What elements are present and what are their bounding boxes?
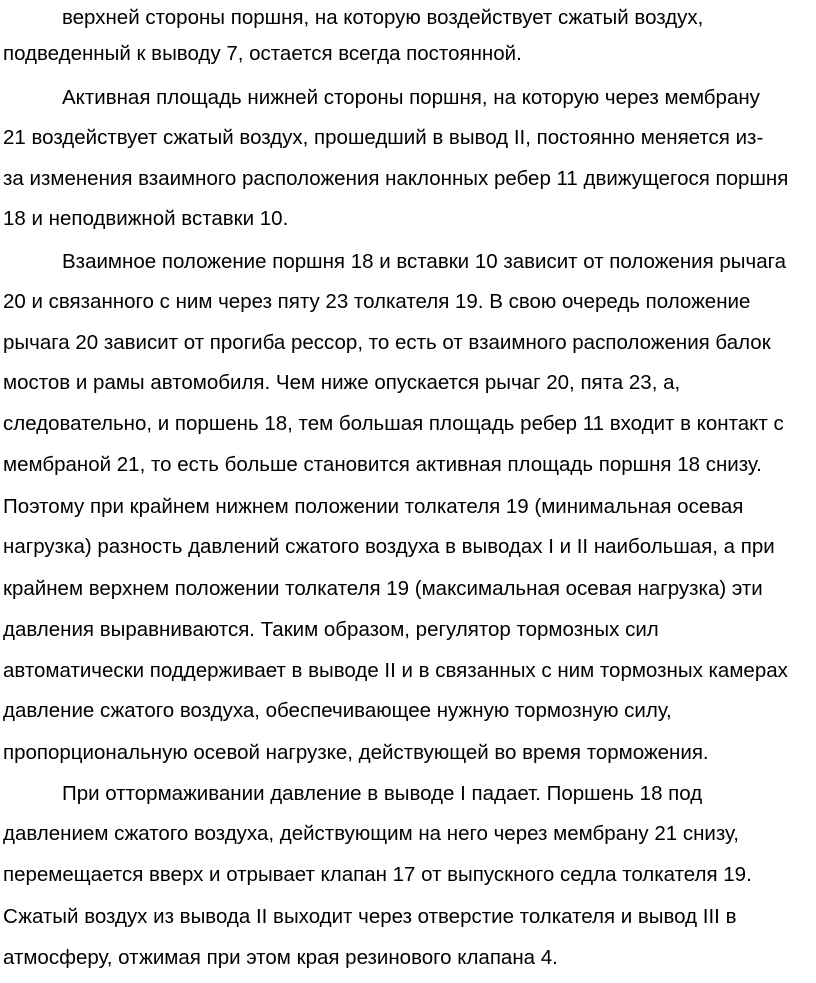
text-line: перемещается вверх и отрывает клапан 17 от выпускного седла толкателя 19. [3,863,752,886]
text-line: подведенный к выводу 7, остается всегда постоянной. [3,42,522,65]
text-line: за изменения взаимного расположения наклонных ребер 11 движущегося поршня [3,167,789,190]
text-line: Сжатый воздух из вывода II выходит через отверстие толкателя и вывод III в [3,905,737,928]
text-line: нагрузка) разность давлений сжатого воздуха в выводах I и II наибольшая, а при [3,535,775,558]
text-line: автоматически поддерживает в выводе II и в связанных с ним тормозных камерах [3,659,788,682]
text-line: Поэтому при крайнем нижнем положении толкателя 19 (минимальная осевая [3,495,744,518]
text-line: атмосферу, отжимая при этом края резинового клапана 4. [3,946,558,969]
text-line: 21 воздействует сжатый воздух, прошедший в вывод II, постоянно меняется из- [3,126,764,149]
text-line: давления выравниваются. Таким образом, регулятор тормозных сил [3,618,659,641]
text-line: Взаимное положение поршня 18 и вставки 10 зависит от положения рычага [62,250,787,273]
text-line: рычага 20 зависит от прогиба рессор, то есть от взаимного расположения балок [3,331,771,354]
text-line: давление сжатого воздуха, обеспечивающее нужную тормозную силу, [3,699,672,722]
text-line: Активная площадь нижней стороны поршня, на которую через мембрану [62,86,760,109]
text-line: 18 и неподвижной вставки 10. [3,207,289,230]
text-line: давлением сжатого воздуха, действующим на него через мембрану 21 снизу, [3,822,739,845]
text-line: следовательно, и поршень 18, тем большая площадь ребер 11 входит в контакт с [3,412,784,435]
text-line: верхней стороны поршня, на которую воздействует сжатый воздух, [62,6,704,29]
text-line: пропорциональную осевой нагрузке, действующей во время торможения. [3,741,709,764]
text-line: крайнем верхнем положении толкателя 19 (максимальная осевая нагрузка) эти [3,577,763,600]
text-line: мембраной 21, то есть больше становится активная площадь поршня 18 снизу. [3,453,762,476]
text-line: При оттормаживании давление в выводе I падает. Поршень 18 под [62,782,703,805]
text-line: 20 и связанного с ним через пяту 23 толкателя 19. В свою очередь положение [3,290,751,313]
text-line: мостов и рамы автомобиля. Чем ниже опускается рычаг 20, пята 23, а, [3,371,681,394]
